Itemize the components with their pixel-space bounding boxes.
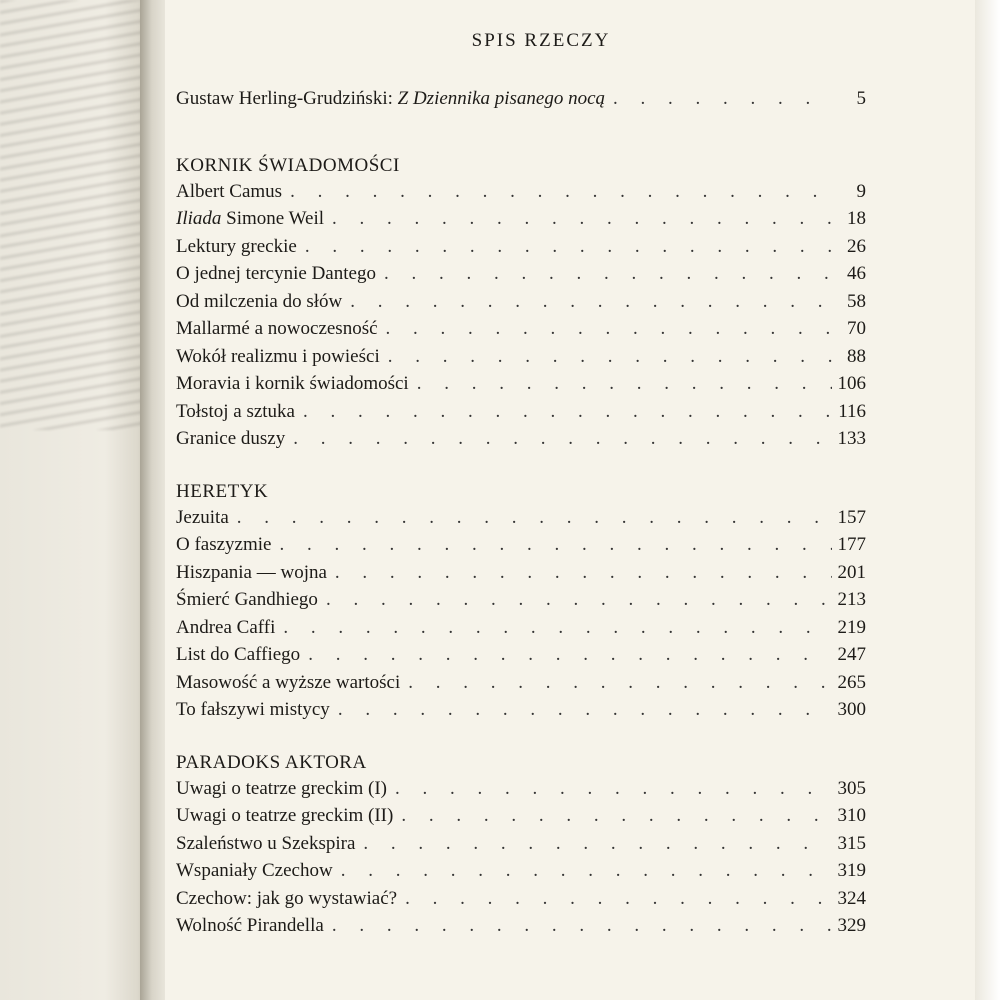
- toc-entry: [176, 805, 866, 833]
- entry-page-number: 213: [837, 589, 866, 610]
- entry-title: [176, 507, 229, 529]
- intro-page-number: 5: [856, 88, 866, 109]
- section-title: HERETYK: [176, 480, 269, 502]
- entry-title: [176, 644, 300, 666]
- leader-dots: [386, 318, 832, 340]
- leader-dots: [338, 699, 832, 721]
- entry-page-number: 133: [837, 428, 866, 449]
- leader-dots: [401, 805, 832, 827]
- entry-page-number: 70: [847, 318, 866, 339]
- entry-title-text: Wolność Pirandella: [176, 915, 324, 936]
- leader-dots: [613, 88, 832, 110]
- intro-label: [176, 88, 605, 110]
- entry-title: [176, 534, 271, 556]
- toc-entry: [176, 562, 866, 590]
- entry-title-text: O faszyzmie: [176, 534, 272, 555]
- entry-title-text: O jednej tercynie Dantego: [176, 263, 376, 284]
- entry-title-text: Lektury greckie: [176, 235, 297, 257]
- entry-page-number: 26: [847, 235, 866, 257]
- toc-entry: [176, 672, 866, 700]
- leader-dots: [408, 672, 832, 694]
- entry-title-text: Hiszpania — wojna: [176, 561, 327, 583]
- entry-page-number: 329: [837, 915, 866, 936]
- toc-entry: [176, 236, 866, 264]
- entry-page-number: 58: [847, 290, 866, 312]
- entry-page-number: 265: [837, 671, 866, 693]
- toc-entry: [176, 428, 866, 456]
- entry-title-text: Uwagi o teatrze greckim (II): [176, 805, 394, 826]
- toc-entry: [176, 507, 866, 535]
- toc-entry: [176, 534, 866, 562]
- leader-dots: [388, 346, 832, 368]
- facing-page: [0, 0, 150, 1000]
- entry-title-text: Masowość a wyższe wartości: [176, 671, 401, 693]
- toc-entry: [176, 181, 866, 209]
- entry-page-number: 219: [837, 616, 866, 638]
- toc-entry: [176, 833, 866, 861]
- toc-entry: [176, 699, 866, 727]
- toc-entry: [176, 915, 866, 943]
- entry-title-text: Simone Weil: [221, 208, 325, 229]
- entry-title-text: List do Caffiego: [176, 644, 301, 665]
- entry-page-number: 106: [837, 373, 866, 394]
- leader-dots: [305, 236, 832, 258]
- table-of-contents: [176, 30, 866, 965]
- entry-title-text: Moravia i kornik świadomości: [176, 373, 409, 394]
- entry-title: [176, 318, 378, 340]
- toc-entry: [176, 318, 866, 346]
- intro-entry: [176, 88, 866, 116]
- toc-entry: [176, 263, 866, 291]
- entry-title: [176, 373, 409, 395]
- entry-title: [176, 589, 318, 611]
- entry-title-text: Andrea Caffi: [176, 616, 276, 638]
- entry-title-text: To fałszywi mistycy: [176, 699, 330, 720]
- entry-title: [176, 699, 330, 721]
- entry-title-text: Jezuita: [176, 506, 229, 528]
- entry-title-text: Granice duszy: [176, 428, 286, 449]
- entry-title: [176, 805, 393, 827]
- intro-work: Z Dziennika pisanego nocą: [397, 88, 606, 109]
- entry-title: [176, 860, 333, 882]
- leader-dots: [384, 263, 832, 285]
- entry-title: [176, 562, 327, 584]
- entry-title-text: Wokół realizmu i powieści: [176, 345, 380, 367]
- section-title: KORNIK ŚWIADOMOŚCI: [176, 154, 400, 176]
- leader-dots: [395, 778, 832, 800]
- entry-title-text: Śmierć Gandhiego: [176, 589, 318, 610]
- leader-dots: [332, 208, 832, 230]
- entry-title: [176, 778, 387, 800]
- page-title: SPIS RZECZY: [471, 30, 611, 51]
- toc-entry: [176, 291, 866, 319]
- entry-title: [176, 401, 295, 423]
- entry-page-number: 305: [837, 777, 866, 799]
- entry-title: [176, 181, 282, 203]
- facing-page-text-blur: [0, 0, 150, 430]
- entry-title: [176, 263, 376, 285]
- entry-page-number: 300: [837, 699, 866, 720]
- toc-section: [176, 478, 866, 727]
- toc-entry: [176, 644, 866, 672]
- entry-title: [176, 888, 397, 910]
- entry-title: [176, 617, 275, 639]
- entry-page-number: 315: [837, 832, 866, 854]
- entry-page-number: 247: [837, 644, 866, 665]
- entry-title-text: Mallarmé a nowoczesność: [176, 318, 378, 339]
- toc-entry: [176, 401, 866, 429]
- entry-page-number: 116: [838, 400, 866, 422]
- entry-title: [176, 208, 324, 230]
- leader-dots: [326, 589, 832, 611]
- entry-title-text: Wspaniały Czechow: [176, 860, 333, 881]
- entry-title: [176, 672, 400, 694]
- entry-page-number: 201: [837, 561, 866, 583]
- leader-dots: [237, 507, 832, 529]
- leader-dots: [293, 428, 832, 450]
- leader-dots: [290, 181, 832, 203]
- entry-page-number: 46: [847, 263, 866, 284]
- entry-page-number: 177: [837, 534, 866, 555]
- leader-dots: [303, 401, 832, 423]
- intro-author: Gustaw Herling-Grudziński:: [176, 88, 398, 109]
- entry-page-number: 319: [837, 860, 866, 881]
- section-title: PARADOKS AKTORA: [176, 751, 367, 773]
- toc-section: [176, 152, 866, 456]
- entry-page-number: 18: [847, 208, 866, 229]
- entry-title: [176, 291, 342, 313]
- entry-title: [176, 236, 297, 258]
- toc-entry: [176, 888, 866, 916]
- toc-entry: [176, 778, 866, 806]
- toc-entry: [176, 373, 866, 401]
- sections-container: [176, 152, 866, 943]
- toc-entry: [176, 860, 866, 888]
- entry-title: [176, 428, 285, 450]
- entry-page-number: 310: [837, 805, 866, 826]
- entry-page-number: 157: [837, 506, 866, 528]
- toc-entry: [176, 346, 866, 374]
- entry-title-italic: Iliada: [176, 208, 222, 229]
- leader-dots: [341, 860, 832, 882]
- entry-title: [176, 346, 380, 368]
- leader-dots: [308, 644, 832, 666]
- entry-title-text: Od milczenia do słów: [176, 290, 343, 312]
- leader-dots: [335, 562, 832, 584]
- entry-page-number: 9: [856, 180, 866, 202]
- toc-section: [176, 749, 866, 943]
- entry-page-number: 88: [847, 345, 866, 367]
- toc-entry: [176, 208, 866, 236]
- entry-title-text: Albert Camus: [176, 180, 283, 202]
- leader-dots: [405, 888, 832, 910]
- entry-title: [176, 915, 324, 937]
- entry-page-number: 324: [837, 887, 866, 909]
- entry-title-text: Szaleństwo u Szekspira: [176, 832, 356, 854]
- leader-dots: [332, 915, 832, 937]
- entry-title-text: Czechow: jak go wystawiać?: [176, 887, 398, 909]
- toc-entry: [176, 617, 866, 645]
- leader-dots: [283, 617, 832, 639]
- leader-dots: [279, 534, 832, 556]
- entry-title-text: Uwagi o teatrze greckim (I): [176, 777, 388, 799]
- entry-title: [176, 833, 355, 855]
- entry-title-text: Tołstoj a sztuka: [176, 400, 295, 422]
- leader-dots: [363, 833, 832, 855]
- page-edge: [975, 0, 1000, 1000]
- toc-entry: [176, 589, 866, 617]
- leader-dots: [417, 373, 832, 395]
- leader-dots: [350, 291, 832, 313]
